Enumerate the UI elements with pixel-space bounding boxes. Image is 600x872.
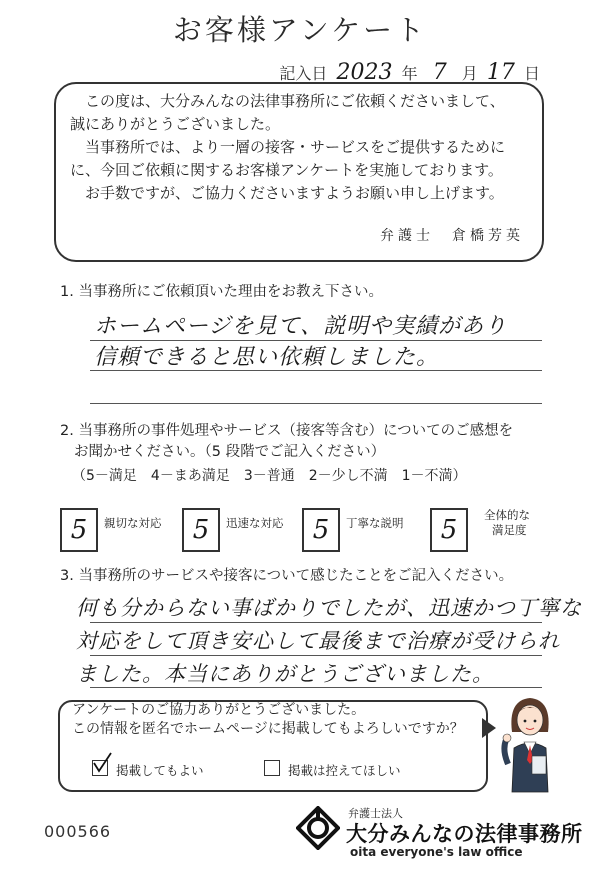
rating-overall-label [478,508,530,538]
date-label: 記入日 [279,64,328,83]
question-2-line-1: 2. 当事務所の事件処理やサービス（接客等含む）についてのご感想を [60,423,514,439]
rating-overall-label-2: 満足度 [492,523,527,537]
date-day: 17 [486,60,515,85]
answer-1-line-1: ホームページを見て、説明や実績があり [94,314,508,339]
date-year-unit: 年 [401,64,418,83]
serial-number: 000566 [44,822,112,841]
rating-explanation-label: 丁寧な説明 [346,516,404,530]
firm-type: 弁護士法人 [348,807,403,820]
question-2-line-2: お聞かせください。（5 段階でご記入ください） [74,444,386,460]
consent-no-checkbox[interactable] [264,760,280,776]
firm-name: 大分みんなの法律事務所 [346,822,583,846]
rating-speed-label: 迅速な対応 [226,516,284,530]
answer-3-line-2: 対応をして頂き安心して最後まで治療が受けられ [76,629,560,653]
rating-kindness-label: 親切な対応 [104,516,162,530]
rating-overall-label-1: 全体的な [484,508,530,522]
answer-3-line-3: ました。本当にありがとうございました。 [76,662,494,686]
consent-line-2: この情報を匿名でホームページに掲載してもよろしいですか？ [72,721,464,737]
question-1: 1. 当事務所にご依頼頂いた理由をお教え下さい。 [60,284,383,300]
signer: 弁護士 倉橋芳英 [380,228,524,244]
firm-english-name: oita everyone's law office [350,845,523,859]
consent-text [72,701,464,739]
speech-bubble-tail [482,718,496,738]
greeting-line-2: 誠にありがとうございました。 [70,115,281,133]
question-3: 3. 当事務所のサービスや接客について感じたことをご記入ください。 [60,568,514,584]
rating-kindness-box: 5 [60,508,98,552]
greeting-line-4: に、今回ご依頼に関するお客様アンケートを実施しております。 [70,161,503,179]
consent-line-1: アンケートのご協力ありがとうございました。 [72,702,366,718]
rating-explanation-box: 5 [302,508,340,552]
answer-line [90,655,542,656]
rating-scale: （5－満足 4－まあ満足 3－普通 2－少し不満 1－不満） [72,468,467,484]
rating-speed-box: 5 [182,508,220,552]
date-month-unit: 月 [461,64,478,83]
firm-logo-icon [296,806,340,850]
date-day-unit: 日 [523,64,540,83]
answer-line [90,622,542,623]
question-2 [60,421,513,463]
answer-line [90,403,542,404]
answer-1-line-2: 信頼できると思い依頼しました。 [94,345,440,370]
greeting-line-3: 当事務所では、より一層の接客・サービスをご提供するために [85,138,506,156]
greeting-line-5: お手数ですが、ご協力くださいますようお願い申し上げます。 [85,184,504,202]
survey-title: お客様アンケート [172,13,428,47]
date-month: 7 [432,60,447,85]
rating-overall-box: 5 [430,508,468,552]
checkmark-icon [91,751,113,773]
answer-3-line-1: 何も分からない事ばかりでしたが、迅速かつ丁寧な [76,596,582,620]
date-year: 2023 [336,60,393,85]
staff-illustration-icon [500,692,560,797]
greeting-line-1: この度は、大分みんなの法律事務所にご依頼くださいまして、 [85,92,505,110]
consent-yes-checkbox[interactable] [92,760,108,776]
greeting-box [54,82,544,262]
consent-yes-label: 掲載してもよい [116,763,204,778]
consent-no-label: 掲載は控えてほしい [288,763,401,778]
